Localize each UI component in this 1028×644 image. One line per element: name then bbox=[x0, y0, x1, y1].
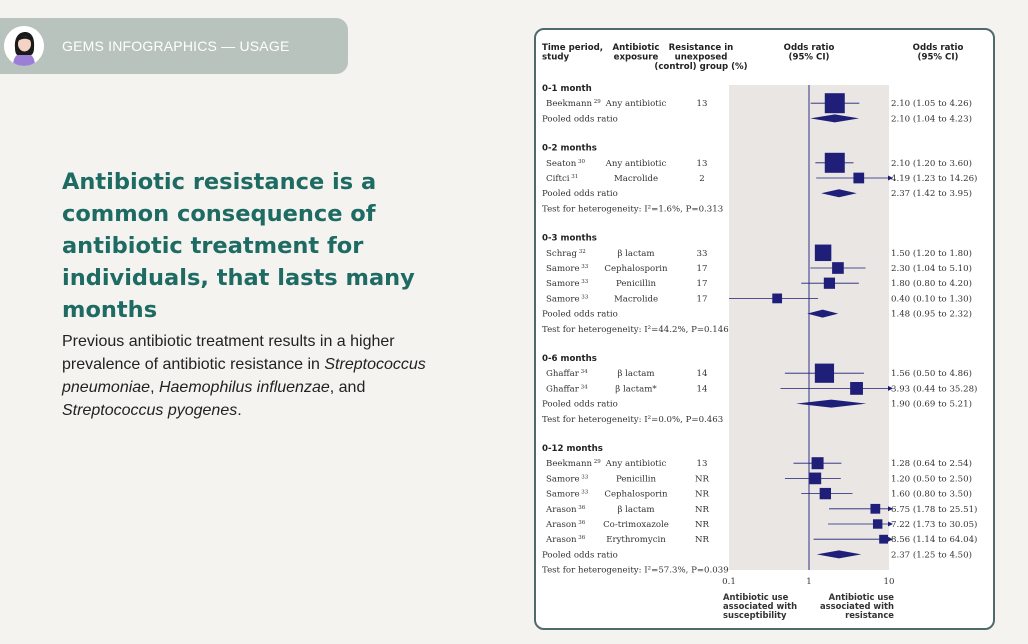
study-name: Seaton $^{30}$ bbox=[546, 158, 586, 169]
exposure-cell: β lactam bbox=[617, 504, 655, 515]
avatar-icon bbox=[4, 26, 44, 66]
footer-left: associated with bbox=[723, 601, 798, 611]
group-title: 0-6 months bbox=[542, 354, 597, 364]
pooled-label: Pooled odds ratio bbox=[542, 550, 618, 561]
study-name: Arason $^{36}$ bbox=[546, 504, 586, 515]
exposure-cell: Cephalosporin bbox=[604, 264, 668, 274]
point-estimate-marker bbox=[873, 519, 882, 528]
heterogeneity-text: Test for heterogeneity: I²=0.0%, P=0.463 bbox=[542, 414, 724, 425]
footer-left: susceptibility bbox=[723, 610, 787, 620]
study-name: Beekmann $^{29}$ bbox=[546, 459, 601, 470]
control-cell: 17 bbox=[696, 279, 708, 290]
footer-left: Antibiotic use bbox=[723, 592, 789, 602]
control-cell: 14 bbox=[696, 369, 708, 380]
point-estimate-marker bbox=[825, 153, 845, 173]
body-paragraph bbox=[62, 330, 442, 422]
study-name: Samore $^{33}$ bbox=[546, 294, 589, 305]
heterogeneity-text: Test for heterogeneity: I²=57.3%, P=0.039 bbox=[542, 565, 729, 576]
point-estimate-marker bbox=[820, 488, 831, 499]
group-title: 0-12 months bbox=[542, 444, 603, 454]
forest-plot-panel bbox=[534, 28, 995, 630]
exposure-cell: Any antibiotic bbox=[605, 459, 667, 470]
or-text: 8.56 (1.14 to 64.04) bbox=[891, 535, 978, 546]
col-header-or-plot: Odds ratio bbox=[783, 43, 835, 53]
pooled-label: Pooled odds ratio bbox=[542, 114, 618, 125]
exposure-cell: Cephalosporin bbox=[604, 489, 668, 500]
species-s-pyogenes: Streptococcus pyogenes bbox=[62, 402, 238, 419]
col-header-study: Time period, bbox=[542, 43, 604, 53]
or-text: 2.10 (1.20 to 3.60) bbox=[891, 158, 972, 169]
point-estimate-marker bbox=[832, 262, 844, 274]
point-estimate-marker bbox=[879, 535, 888, 544]
study-name: Samore $^{33}$ bbox=[546, 474, 589, 485]
col-header-control: Resistance in bbox=[668, 43, 734, 53]
control-cell: 13 bbox=[696, 158, 708, 169]
or-text: 1.50 (1.20 to 1.80) bbox=[891, 248, 972, 259]
species-h-influenzae: Haemophilus influenzae bbox=[158, 379, 330, 396]
col-header-control: unexposed bbox=[674, 52, 728, 63]
exposure-cell: Macrolide bbox=[613, 294, 659, 305]
body-separator-1: , bbox=[150, 379, 159, 396]
or-text: 0.40 (0.10 to 1.30) bbox=[891, 294, 972, 305]
study-name: Beekmann $^{29}$ bbox=[546, 99, 601, 110]
pooled-label: Pooled odds ratio bbox=[542, 309, 618, 320]
col-header-study: study bbox=[542, 52, 570, 63]
control-cell: NR bbox=[695, 489, 709, 500]
pooled-or-text: 1.48 (0.95 to 2.32) bbox=[891, 309, 972, 320]
forest-plot bbox=[536, 30, 995, 630]
heterogeneity-text: Test for heterogeneity: I²=44.2%, P=0.146 bbox=[542, 324, 729, 335]
exposure-cell: Co-trimoxazole bbox=[603, 520, 669, 530]
pooled-label: Pooled odds ratio bbox=[542, 189, 618, 200]
group-title: 0-1 month bbox=[542, 84, 592, 94]
x-tick-label: 10 bbox=[883, 577, 895, 587]
point-estimate-marker bbox=[809, 473, 821, 485]
pooled-or-text: 1.90 (0.69 to 5.21) bbox=[891, 399, 972, 410]
footer-right: associated with bbox=[819, 601, 894, 611]
group-title: 0-2 months bbox=[542, 143, 597, 154]
point-estimate-marker bbox=[812, 457, 824, 469]
control-cell: 2 bbox=[699, 174, 705, 184]
point-estimate-marker bbox=[815, 364, 834, 383]
exposure-cell: Erythromycin bbox=[606, 535, 666, 546]
col-header-or-plot: (95% CI) bbox=[788, 52, 830, 63]
body-separator-2: , and bbox=[329, 379, 366, 396]
control-cell: NR bbox=[695, 474, 709, 485]
point-estimate-marker bbox=[772, 294, 782, 304]
or-text: 1.60 (0.80 to 3.50) bbox=[891, 489, 972, 500]
control-cell: 13 bbox=[696, 99, 708, 110]
point-estimate-marker bbox=[853, 173, 864, 184]
or-text: 1.20 (0.50 to 2.50) bbox=[891, 474, 972, 485]
exposure-cell: Macrolide bbox=[613, 174, 659, 184]
or-text: 2.10 (1.05 to 4.26) bbox=[891, 99, 972, 110]
point-estimate-marker bbox=[825, 93, 845, 113]
control-cell: 17 bbox=[696, 264, 708, 274]
control-cell: 14 bbox=[696, 384, 708, 395]
col-header-or-text: (95% CI) bbox=[917, 52, 959, 63]
pooled-or-text: 2.10 (1.04 to 4.23) bbox=[891, 114, 972, 125]
col-header-or-text: Odds ratio bbox=[912, 43, 964, 53]
or-text: 4.19 (1.23 to 14.26) bbox=[891, 174, 978, 184]
exposure-cell: Any antibiotic bbox=[605, 99, 667, 110]
exposure-cell: Any antibiotic bbox=[605, 158, 667, 169]
control-cell: 33 bbox=[696, 248, 708, 259]
point-estimate-marker bbox=[815, 245, 831, 261]
or-text: 3.93 (0.44 to 35.28) bbox=[891, 384, 978, 395]
group-title: 0-3 months bbox=[542, 233, 597, 244]
study-name: Samore $^{33}$ bbox=[546, 279, 589, 290]
study-name: Schrag $^{32}$ bbox=[546, 248, 586, 259]
col-header-exposure: Antibiotic bbox=[612, 43, 660, 53]
x-tick-label: 1 bbox=[806, 577, 812, 587]
study-name: Arason $^{36}$ bbox=[546, 535, 586, 546]
exposure-cell: β lactam bbox=[617, 248, 655, 259]
pooled-or-text: 2.37 (1.42 to 3.95) bbox=[891, 189, 972, 200]
footer-right: Antibiotic use bbox=[828, 592, 894, 602]
exposure-cell: β lactam* bbox=[615, 384, 657, 395]
point-estimate-marker bbox=[870, 504, 880, 514]
or-text: 1.56 (0.50 to 4.86) bbox=[891, 369, 972, 380]
pooled-label: Pooled odds ratio bbox=[542, 399, 618, 410]
exposure-cell: Penicillin bbox=[615, 279, 657, 290]
exposure-cell: β lactam bbox=[617, 369, 655, 380]
heterogeneity-text: Test for heterogeneity: I²=1.6%, P=0.313 bbox=[542, 204, 724, 215]
study-name: Ghaffar $^{34}$ bbox=[546, 369, 588, 380]
control-cell: NR bbox=[695, 535, 709, 546]
control-cell: 13 bbox=[696, 459, 708, 470]
col-header-exposure: exposure bbox=[613, 52, 659, 63]
exposure-cell: Penicillin bbox=[615, 474, 657, 485]
or-text: 1.80 (0.80 to 4.20) bbox=[891, 279, 972, 290]
header-label: GEMS INFOGRAPHICS — USAGE bbox=[62, 38, 290, 54]
study-name: Samore $^{33}$ bbox=[546, 489, 589, 500]
headline: Antibiotic resistance is a common consequence of antibiotic treatment for individuals, that lasts many months bbox=[62, 169, 415, 323]
col-header-control: (control) group (%) bbox=[654, 62, 748, 72]
control-cell: NR bbox=[695, 520, 709, 530]
study-name: Ghaffar $^{34}$ bbox=[546, 384, 588, 395]
study-name: Samore $^{33}$ bbox=[546, 264, 589, 274]
or-text: 1.28 (0.64 to 2.54) bbox=[891, 459, 972, 470]
or-text: 6.75 (1.78 to 25.51) bbox=[891, 504, 978, 515]
species-s-pneumoniae: Streptococcus pneumoniae bbox=[62, 356, 426, 396]
control-cell: NR bbox=[695, 504, 709, 515]
body-prefix: Previous antibiotic treatment results in a higher prevalence of antibiotic resistance in bbox=[62, 333, 395, 373]
or-text: 7.22 (1.73 to 30.05) bbox=[891, 520, 978, 530]
study-name: Arason $^{36}$ bbox=[546, 520, 586, 530]
study-name: Ciftci $^{31}$ bbox=[546, 174, 579, 184]
footer-right: resistance bbox=[845, 610, 894, 620]
or-text: 2.30 (1.04 to 5.10) bbox=[891, 264, 972, 274]
body-suffix: . bbox=[237, 402, 242, 419]
control-cell: 17 bbox=[696, 294, 708, 305]
pooled-or-text: 2.37 (1.25 to 4.50) bbox=[891, 550, 972, 561]
x-tick-label: 0.1 bbox=[722, 577, 736, 587]
point-estimate-marker bbox=[824, 278, 835, 289]
point-estimate-marker bbox=[850, 382, 863, 395]
